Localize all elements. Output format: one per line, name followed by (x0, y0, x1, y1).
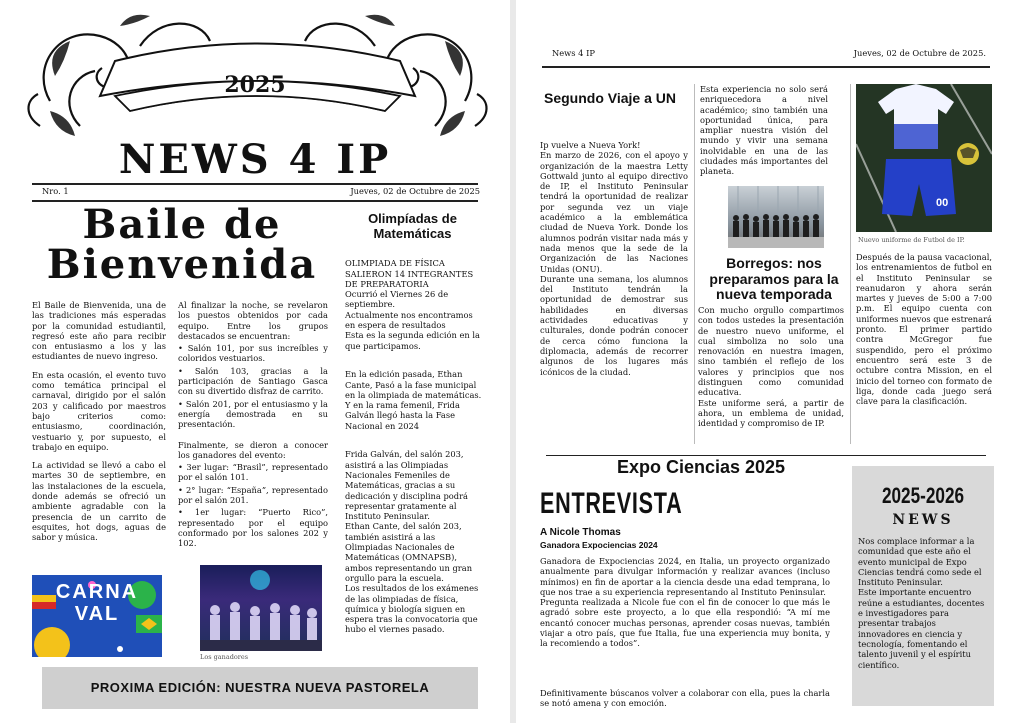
page-header-title: News 4 IP (552, 48, 595, 58)
trip-group-photo (728, 186, 824, 248)
carnaval-poster-image (32, 575, 162, 657)
olimpiadas-paragraph: OLIMPIADA DE FÍSICA SALIERON 14 INTEGRANTES DE PREPARATORIA Ocurrió el Viernes 26 de septiembre. Actualmente nos encontramos en espera de resultados Esta es la segunda edición en la que participamos. (345, 258, 480, 351)
box-body: Nos complace informar a la comunidad que este año el evento municipal de Expo Ciencias tendrá como sede el Instituto Peninsular. Este importante encuentro reúne a estudiantes, docentes e investigadores para presentar trabajos innovadores en ciencia y tecnología, fomentando el talento juvenil y el espíritu científico. (858, 536, 985, 670)
list-item: • Salón 201, por el entusiasmo y la energía demostrada en su presentación. (178, 398, 328, 430)
baile-paragraph: En esta ocasión, el evento tuvo como temática principal el carnaval, dirigido por el salón 203 y calificado por maestros bajo criterios como: entusiasmo, coordinación, vestuario y, por supuesto, el trabajo en equipo. (32, 369, 166, 452)
uniform-caption: Nuevo uniforme de Futbol de IP. (858, 236, 965, 244)
svg-text:00: 00 (936, 197, 949, 209)
expo-news-box (852, 466, 994, 706)
issue-number: Nro. 1 (42, 186, 69, 196)
next-edition-text: PROXIMA EDICIÓN: NUESTRA NUEVA PASTORELA (90, 680, 430, 695)
baile-title-line1: Baile de (82, 201, 282, 248)
winners-photo (200, 565, 322, 651)
expo-title: Expo Ciencias 2025 (616, 457, 786, 477)
footer-banner (42, 667, 478, 709)
baile-column-2 (178, 300, 328, 551)
viaje-title: Segundo Viaje a UN (544, 90, 676, 106)
interview-byline: A Nicole Thomas (540, 527, 621, 538)
baile-winners-intro: Finalmente, se dieron a conocer los ganadores del evento: (178, 439, 328, 460)
olimpiadas-title-line2: Matemáticas (373, 226, 452, 241)
right-page (516, 0, 1024, 723)
interview-body: Ganadora de Expociencias 2024, en Italia, un proyecto organizado anualmente para divulgar información y realizar avances (incluso mínimos) en fin de aportar a la ciencia desde una edad temprana, lo que nos trae a su experiencia representando al Instituto Peninsular. Pregunta realizada a Nicole fue con el fin de conocer lo que más le agradó sobre este proyecto, a lo que ella respondió: “A mí me encantó conocer muchas personas, aprender cosas nuevas, también viajar a otro país, que fue Italia, fue una experiencia muy bonita, y la recomiendo a todos”. (540, 556, 830, 649)
baile-intro: Al finalizar la noche, se revelaron los puestos obtenidos por cada equipo. Entre los grupos destacados se encuentran: (178, 300, 328, 341)
list-item: • 1er lugar: “Puerto Rico”, representado por el equipo conformado por los salones 202 y 102. (178, 507, 328, 549)
baile-paragraph: El Baile de Bienvenida, una de las tradiciones más esperadas por la comunidad estudiantil, regresó este año para recibir con entusiasmo a los y las estudiantes de nuevo ingreso. (32, 300, 166, 362)
photo-caption: Los ganadores (200, 653, 249, 661)
entrevista-heading: ENTREVISTA (540, 487, 683, 520)
poster-text: CARNAVAL (55, 581, 139, 625)
borregos-title: Borregos: nos preparamos para la nueva temporada (709, 255, 839, 302)
list-item: • Salón 101, por sus increíbles y coloridos vestuarios. (178, 343, 328, 364)
page-header-date: Jueves, 02 de Octubre de 2025. (853, 48, 986, 58)
list-item: • Salón 103, gracias a la participación de Santiago Gasca con su divertido disfraz de carrito. (178, 365, 328, 397)
olimpiadas-paragraph: Frida Galván, del salón 203, asistirá a las Olimpiadas Nacionales Femeniles de Matemáticas, gracias a su dedicación y disciplina podrá representar gratamente al Instituto Peninsular. Ethan Cante, del salón 203, también asistirá a las Olimpiadas Nacionales de Matemáticas (OMNAPSB), ambos representando un gran orgullo para la escuela. Los resultados de los exámenes de las olimpiadas de física, química y biología siguen en espera tras la convocatoria que hubo el viernes pasado. (345, 449, 479, 635)
viaje-body: Ip vuelve a Nueva York! En marzo de 2026, con el apoyo y organización de la maestra Letty Gottwald junto al equipo directivo de IP, el Instituto Peninsular tendrá la oportunidad de realizar por segunda vez un viaje académico a la emblemática ciudad de Nueva York. Donde los alumnos podrán visitar nada más y nada menos que la sede de la Organización de las Naciones Unidas (ONU). Durante una semana, los alumnos del Instituto tendrán la oportunidad de demostrar sus habilidades en diversas actividades educativas y culturales, donde podrán conocer de cerca cómo funciona la diplomacia, además de recorrer algunos de los lugares más icónicos de la ciudad. (540, 140, 688, 377)
interview-closing: Definitivamente búscanos volver a colaborar con ella, pues la charla se notó amena y con emoción. (540, 688, 830, 709)
masthead-year: 2025 (224, 72, 286, 98)
masthead-title: NEWS 4 IP (118, 136, 392, 183)
uniform-photo (856, 84, 992, 232)
borregos-body: Con mucho orgullo compartimos con todos ustedes la presentación de nuestro nuevo uniforme, el cual simboliza no solo una renovación en nuestra imagen, sino también el reflejo de los valores y principios que nos distinguen como comunidad educativa. Este uniforme será, a partir de ahora, un emblema de unidad, identidad y compromiso de IP. (698, 305, 844, 429)
futbol-column: Después de la pausa vacacional, los entrenamientos de futbol en el Instituto Peninsular se reanudaron y ahora serán martes y jueves de 5:00 a 7:00 p.m. El equipo cuenta con uniformes nuevos que estrenará pronto. El primer partido contra McGregor fue suspendido, pero el próximo encuentro será este 3 de octubre contra Mission, en el inicio del torneo con formato de liga, donde cada juego será clave para la clasificación. (856, 252, 993, 407)
list-item: • 3er lugar: “Brasil”, representado por el salón 101. (178, 462, 328, 483)
baile-paragraph: La actividad se llevó a cabo el martes 30 de septiembre, en las instalaciones de la escuela, donde además se ofreció un ambiente agradable con la presencia de un carrito de esquites, hot dogs, aguas de sabor y música. (32, 460, 166, 543)
issue-date: Jueves, 02 de Octubre de 2025 (350, 186, 480, 196)
olimpiadas-paragraph: En la edición pasada, Ethan Cante, Pasó a la fase municipal en la olimpiada de matemáticas. Y en la rama femenil, Frida Galván llegó hasta la Fase Nacional en 2024 (345, 369, 482, 431)
box-label: NEWS (892, 512, 954, 528)
left-page (0, 0, 510, 723)
viaje-column-2: Esta experiencia no solo será enriquecedora a nivel académico; sino también una oportunidad única, para ampliar nuestra visión del mundo y vivir una semana inolvidable en una de las ciudades más importantes del planeta. (700, 84, 828, 177)
olimpiadas-body (345, 248, 485, 653)
baile-title-line2: Bienvenida (46, 241, 318, 288)
interview-subtitle: Ganadora Expociencias 2024 (540, 540, 658, 550)
baile-column-1 (32, 300, 166, 551)
list-item: • 2° lugar: “España”, representado por el salón 201. (178, 484, 328, 506)
olimpiadas-title-line1: Olimpíadas de (368, 211, 457, 226)
box-year: 2025-2026 (881, 483, 965, 508)
